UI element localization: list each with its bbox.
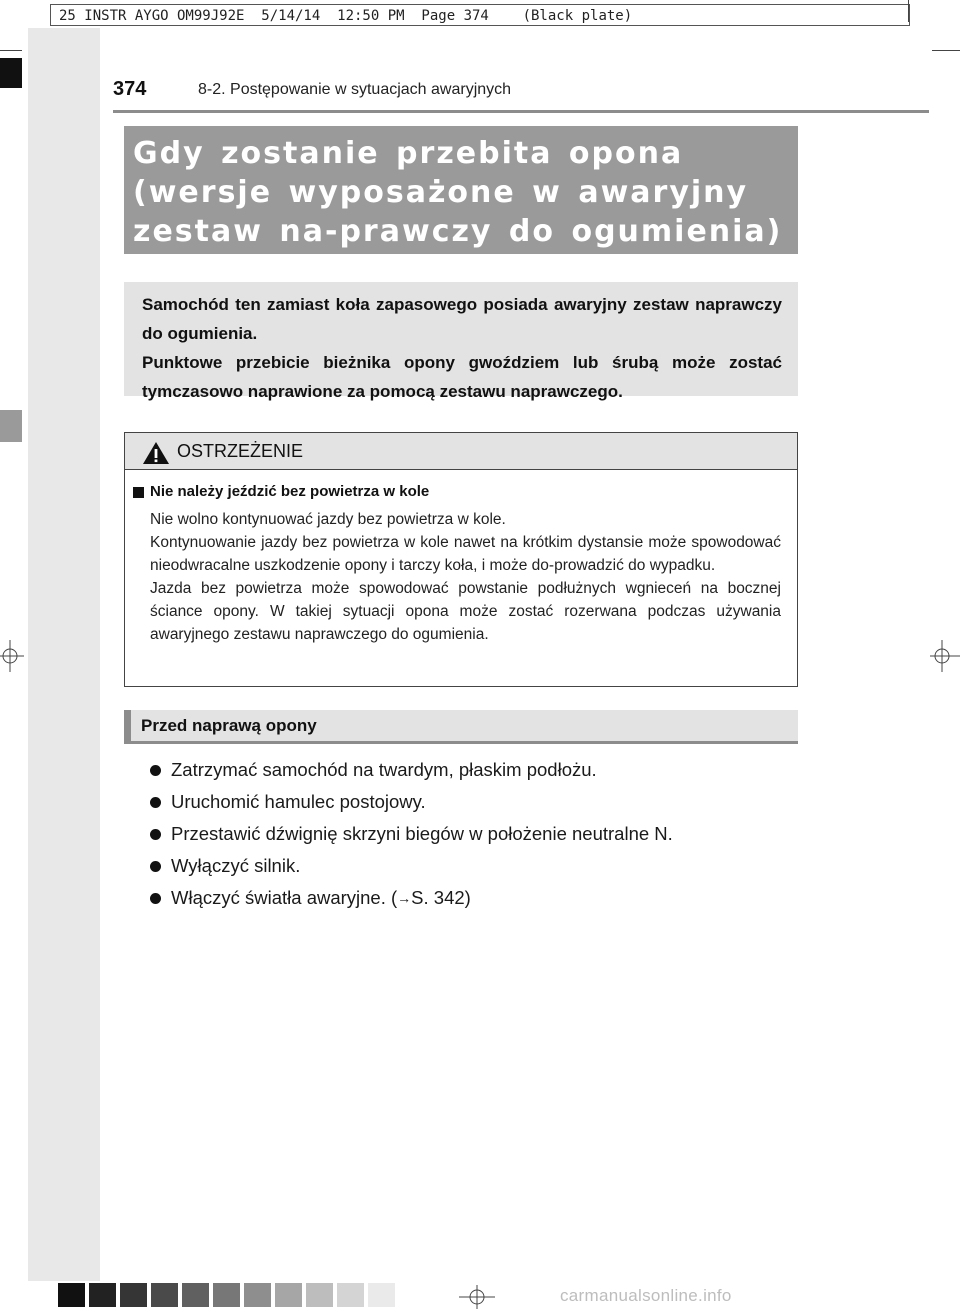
swatch [275, 1283, 302, 1307]
list-item [150, 882, 790, 914]
page-reference-link[interactable]: S. 342) [411, 887, 471, 908]
warning-paragraph: Kontynuowanie jazdy bez powietrza w kole nawet na krótkim dystansie może spowodować nieodwracalne uszkodzenie opony i tarczy koła, i może do-prowadzić do wypadku. [150, 534, 781, 574]
list-item-text: Wyłączyć silnik. [171, 855, 301, 876]
section-tab-marker [0, 410, 22, 442]
section-heading-bar [124, 710, 798, 744]
warning-paragraph: Jazda bez powietrza może spowodować powstanie podłużnych wgnieceń na bocznej ściance opony. W takiej sytuacji opona może zostać rozerwana podczas używania awaryjnego zestawu naprawczego do ogumienia. [150, 580, 781, 643]
registration-crosshair-icon [0, 636, 24, 676]
swatch [120, 1283, 147, 1307]
registration-crosshair-icon [455, 1285, 499, 1309]
warning-text [150, 508, 781, 646]
swatch [151, 1283, 178, 1307]
left-margin-band [28, 28, 100, 1281]
steps-list [150, 754, 790, 914]
warning-subheading [133, 482, 781, 502]
list-item-text: Zatrzymać samochód na twardym, płaskim podłożu. [171, 759, 597, 780]
warning-triangle-icon [142, 441, 170, 465]
section-title: Przed naprawą opony [141, 716, 317, 735]
bullet-dot-icon [150, 797, 161, 808]
list-item [150, 850, 790, 882]
swatch [182, 1283, 209, 1307]
intro-text [142, 290, 782, 406]
swatch [213, 1283, 240, 1307]
swatch [306, 1283, 333, 1307]
crop-mark [932, 50, 960, 51]
registration-crosshair-icon [926, 636, 960, 676]
intro-panel [124, 282, 798, 401]
swatch [58, 1283, 85, 1307]
print-plate-header: 25 INSTR AYGO OM99J92E 5/14/14 12:50 PM Page 374 (Black plate) [50, 4, 910, 26]
intro-paragraph: Punktowe przebicie bieżnika opony gwoździem lub śrubą może zostać tymczasowo naprawione za pomocą zestawu naprawczego. [142, 353, 782, 401]
bullet-dot-icon [150, 765, 161, 776]
swatch [89, 1283, 116, 1307]
watermark: carmanualsonline.info [560, 1286, 732, 1305]
page-title: Gdy zostanie przebita opona (wersje wyposażone w awaryjny zestaw na-prawczy do ogumienia) [133, 136, 783, 249]
warning-heading-text: Nie należy jeździć bez powietrza w kole [150, 483, 430, 500]
color-calibration-bar [58, 1283, 395, 1307]
crop-mark [0, 50, 22, 51]
swatch [337, 1283, 364, 1307]
bullet-dot-icon [150, 829, 161, 840]
list-item [150, 786, 790, 818]
list-item [150, 754, 790, 786]
list-item-text: Przestawić dźwignię skrzyni biegów w położenie neutralne N. [171, 823, 673, 844]
page-number: 374 [113, 78, 147, 100]
warning-body [125, 470, 797, 646]
warning-paragraph: Nie wolno kontynuować jazdy bez powietrza w kole. [150, 511, 506, 528]
arrow-right-icon: → [397, 890, 412, 906]
warning-header [125, 433, 797, 470]
chapter-tab-marker [0, 58, 22, 88]
swatch [244, 1283, 271, 1307]
list-item-text: Uruchomić hamulec postojowy. [171, 791, 426, 812]
swatch [368, 1283, 395, 1307]
crop-mark [908, 0, 909, 22]
intro-paragraph: Samochód ten zamiast koła zapasowego posiada awaryjny zestaw naprawczy do ogumienia. [142, 295, 782, 343]
bullet-dot-icon [150, 893, 161, 904]
warning-label: OSTRZEŻENIE [177, 441, 304, 461]
list-item [150, 818, 790, 850]
header-rule [113, 110, 929, 113]
title-band [124, 126, 798, 254]
list-item-text: Włączyć światła awaryjne. ( [171, 887, 398, 908]
running-head: 8-2. Postępowanie w sytuacjach awaryjnych [198, 81, 512, 98]
square-bullet-icon [133, 487, 144, 498]
bullet-dot-icon [150, 861, 161, 872]
warning-box [124, 432, 798, 687]
